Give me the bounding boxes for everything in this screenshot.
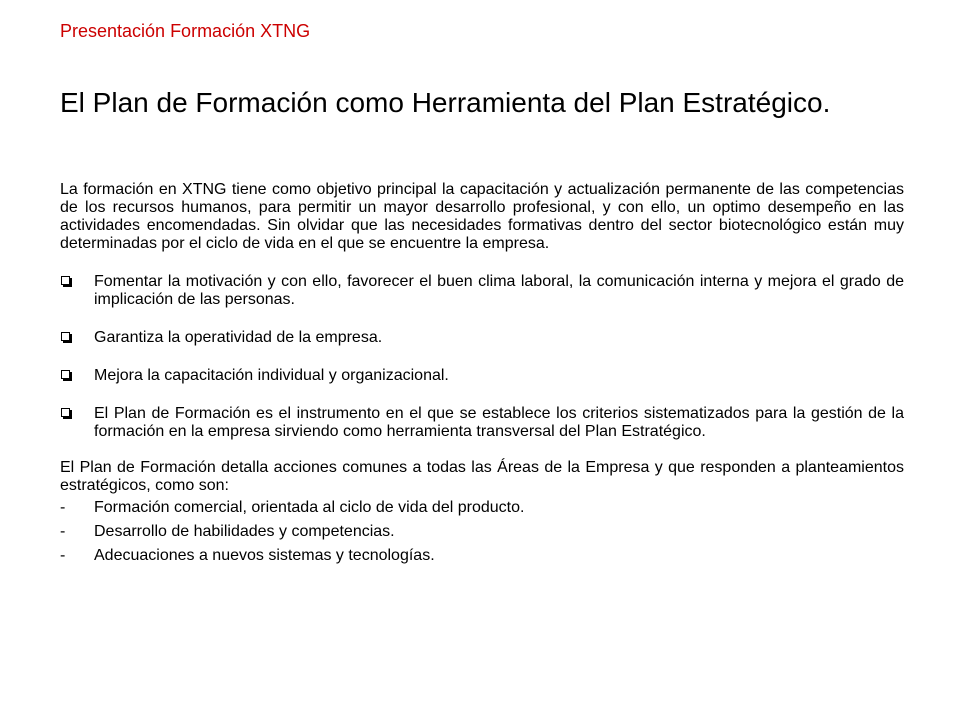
intro-paragraph: La formación en XTNG tiene como objetivo principal la capacitación y actualización permanente de las competencias de los recursos humanos, para permitir un mayor desarrollo profesional, y con ello, un optimo desempeño en las actividades encomendadas. Sin olvidar que las necesidades formativas dentro del sector biotecnológico están muy determinadas por el ciclo de vida en el que se encuentre la empresa. <box>60 181 904 252</box>
dash-text: Formación comercial, orientada al ciclo de vida del producto. <box>94 499 525 516</box>
bullet-item <box>60 367 904 385</box>
dash-list <box>60 499 904 565</box>
bullet-text: Mejora la capacitación individual y organizacional. <box>94 367 449 384</box>
slide-header: Presentación Formación XTNG <box>60 21 311 41</box>
dash-marker: - <box>60 523 66 540</box>
dash-marker: - <box>60 499 66 516</box>
bullet-list <box>60 273 904 441</box>
dash-item <box>60 547 904 565</box>
dash-text: Desarrollo de habilidades y competencias. <box>94 523 395 540</box>
slide-body <box>60 181 904 571</box>
dash-item <box>60 523 904 541</box>
dash-marker: - <box>60 547 66 564</box>
checkbox-square-icon <box>61 276 70 285</box>
closing-paragraph: El Plan de Formación detalla acciones comunes a todas las Áreas de la Empresa y que responden a planteamientos estratégicos, como son: <box>60 459 904 494</box>
checkbox-square-icon <box>61 370 70 379</box>
bullet-item <box>60 329 904 347</box>
dash-item <box>60 499 904 517</box>
bullet-item <box>60 273 904 309</box>
bullet-item <box>60 405 904 441</box>
checkbox-square-icon <box>61 332 70 341</box>
checkbox-square-icon <box>61 408 70 417</box>
slide-title: El Plan de Formación como Herramienta del Plan Estratégico. <box>60 87 831 118</box>
bullet-text: Fomentar la motivación y con ello, favorecer el buen clima laboral, la comunicación interna y mejora el grado de implicación de las personas. <box>94 273 904 308</box>
bullet-text: El Plan de Formación es el instrumento en el que se establece los criterios sistematizados para la gestión de la formación en la empresa sirviendo como herramienta transversal del Plan Estratégico. <box>94 405 904 440</box>
dash-text: Adecuaciones a nuevos sistemas y tecnologías. <box>94 547 435 564</box>
bullet-text: Garantiza la operatividad de la empresa. <box>94 329 383 346</box>
